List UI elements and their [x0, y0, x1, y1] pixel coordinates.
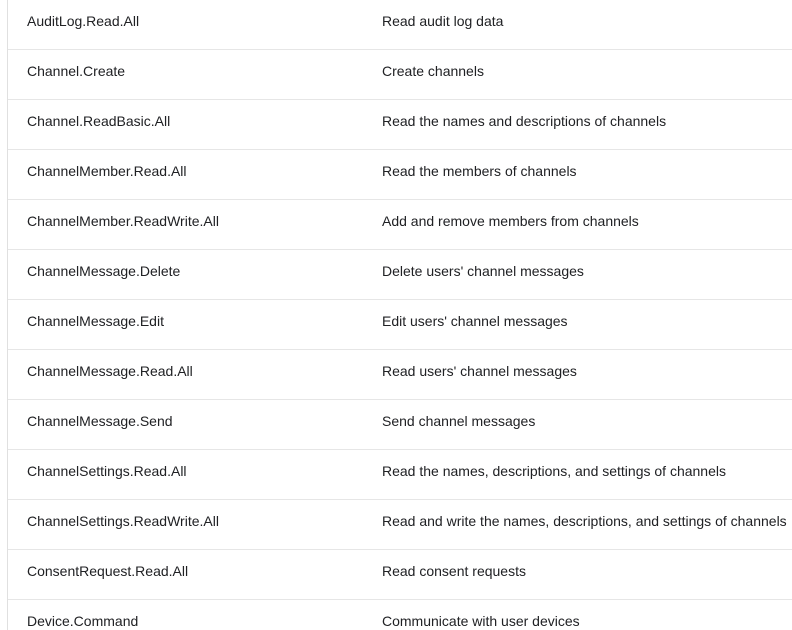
permission-name: ConsentRequest.Read.All: [27, 563, 189, 579]
permission-description: Read consent requests: [382, 563, 526, 579]
permission-name: Channel.ReadBasic.All: [27, 113, 171, 129]
permission-description: Add and remove members from channels: [382, 213, 639, 229]
permission-name: ChannelMessage.Send: [27, 413, 173, 429]
table-row: [8, 0, 792, 50]
permission-description: Create channels: [382, 63, 484, 79]
permission-name: ChannelSettings.ReadWrite.All: [27, 513, 219, 529]
permissions-table: [7, 0, 792, 630]
table-row: [8, 500, 792, 550]
table-row: [8, 550, 792, 600]
table-row: [8, 50, 792, 100]
table-row: [8, 150, 792, 200]
permission-name: AuditLog.Read.All: [27, 13, 140, 29]
permission-name: ChannelMessage.Read.All: [27, 363, 193, 379]
permission-description: Delete users' channel messages: [382, 263, 584, 279]
table-row: [8, 600, 792, 630]
permission-name: Device.Command: [27, 613, 139, 629]
permission-description: Read the names and descriptions of channels: [382, 113, 667, 129]
permission-name: ChannelMember.ReadWrite.All: [27, 213, 219, 229]
permission-description: Edit users' channel messages: [382, 313, 568, 329]
permission-description: Send channel messages: [382, 413, 536, 429]
table-row: [8, 350, 792, 400]
table-row: [8, 400, 792, 450]
table-row: [8, 450, 792, 500]
permission-description: Read the names, descriptions, and settings of channels: [382, 463, 726, 479]
permission-description: Read and write the names, descriptions, and settings of channels: [382, 513, 787, 529]
permission-description: Read audit log data: [382, 13, 504, 29]
permission-description: Communicate with user devices: [382, 613, 580, 629]
table-row: [8, 100, 792, 150]
permission-description: Read the members of channels: [382, 163, 577, 179]
permission-name: ChannelMessage.Edit: [27, 313, 164, 329]
permission-name: ChannelMessage.Delete: [27, 263, 181, 279]
permission-description: Read users' channel messages: [382, 363, 577, 379]
permission-name: Channel.Create: [27, 63, 126, 79]
permission-name: ChannelMember.Read.All: [27, 163, 187, 179]
table-row: [8, 300, 792, 350]
permission-name: ChannelSettings.Read.All: [27, 463, 187, 479]
table-row: [8, 250, 792, 300]
table-row: [8, 200, 792, 250]
